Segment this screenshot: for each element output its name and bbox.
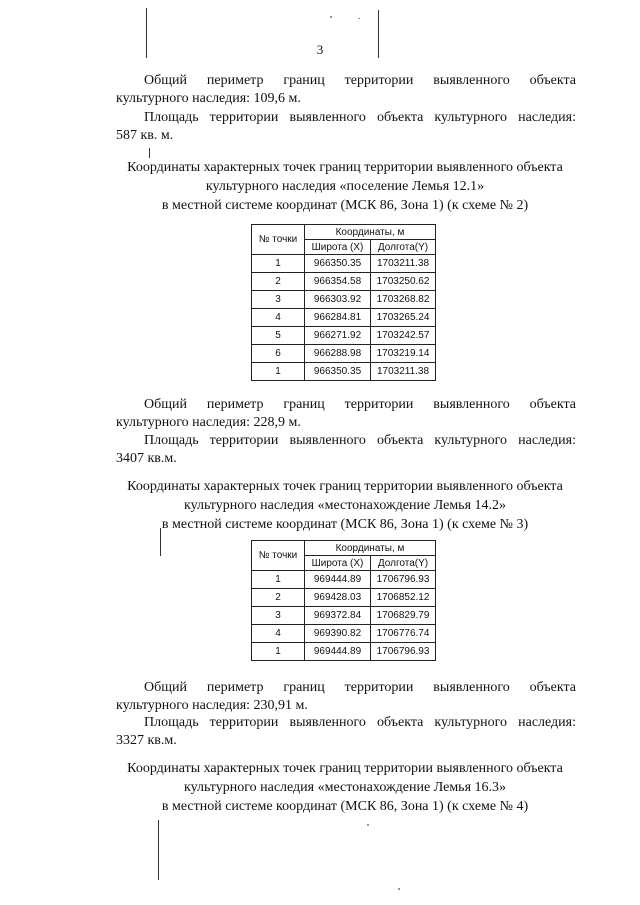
- area-line: 587 кв. м.: [116, 128, 174, 143]
- table-row: [252, 327, 436, 345]
- coord-x: 966284.81: [305, 309, 371, 327]
- point-number: 6: [252, 345, 305, 363]
- coord-x: 966350.35: [305, 363, 371, 381]
- page-number: 3: [316, 42, 324, 57]
- coord-y: 1703211.38: [371, 363, 436, 381]
- scan-speck: [330, 16, 332, 18]
- point-number: 4: [252, 309, 305, 327]
- scan-artifact-line: [378, 10, 379, 58]
- heading-line: Координаты характерных точек границ территории выявленного объекта: [127, 160, 563, 175]
- scan-speck: [358, 18, 360, 19]
- perimeter-paragraph: [116, 72, 576, 108]
- coord-x: 969390.82: [305, 625, 371, 643]
- coord-x: 969372.84: [305, 607, 371, 625]
- point-number: 2: [252, 273, 305, 291]
- heading-line: Координаты характерных точек границ территории выявленного объекта: [127, 761, 563, 776]
- coord-x: 966350.35: [305, 255, 371, 273]
- section-heading: [100, 158, 590, 215]
- section-heading: [100, 477, 590, 534]
- coord-y: 1703268.82: [371, 291, 436, 309]
- coord-y: 1706796.93: [371, 643, 436, 661]
- table-row: [252, 345, 436, 363]
- table-row: [252, 309, 436, 327]
- area-line: Площадь территории выявленного объекта культурного наследия:: [144, 715, 576, 730]
- coord-x: 969444.89: [305, 571, 371, 589]
- scan-artifact-line: [146, 8, 147, 58]
- table-row: [252, 589, 436, 607]
- area-line: Площадь территории выявленного объекта культурного наследия:: [144, 110, 576, 125]
- scan-speck: [367, 824, 369, 826]
- heading-line: культурного наследия «местонахождение Лемья 14.2»: [183, 498, 507, 513]
- point-number: 3: [252, 291, 305, 309]
- point-number: 1: [252, 571, 305, 589]
- point-number: 5: [252, 327, 305, 345]
- coord-y: 1703265.24: [371, 309, 436, 327]
- perimeter-line: Общий периметр границ территории выявленного объекта: [144, 680, 576, 695]
- coord-y: 1703250.62: [371, 273, 436, 291]
- area-line: 3407 кв.м.: [116, 451, 177, 466]
- heading-line: в местной системе координат (МСК 86, Зона 1) (к схеме № 3): [161, 517, 529, 532]
- heading-line: культурного наследия «местонахождение Лемья 16.3»: [183, 780, 507, 795]
- coord-x: 969428.03: [305, 589, 371, 607]
- table-header-x: Широта (X): [305, 240, 371, 255]
- perimeter-line: культурного наследия: 230,91 м.: [116, 698, 308, 713]
- table-header-number: № точки: [252, 225, 305, 255]
- point-number: 1: [252, 363, 305, 381]
- perimeter-line: культурного наследия: 109,6 м.: [116, 91, 301, 106]
- area-paragraph: [116, 432, 576, 468]
- heading-line: Координаты характерных точек границ территории выявленного объекта: [127, 479, 563, 494]
- coord-y: 1706829.79: [371, 607, 436, 625]
- table-header-y: Долгота(Y): [371, 240, 436, 255]
- coordinates-table: [251, 540, 436, 661]
- scan-speck: [398, 888, 400, 890]
- point-number: 4: [252, 625, 305, 643]
- coord-x: 966288.98: [305, 345, 371, 363]
- table-header-coords: Координаты, м: [305, 225, 436, 240]
- heading-line: культурного наследия «поселение Лемья 12.1»: [205, 179, 485, 194]
- point-number: 3: [252, 607, 305, 625]
- coord-x: 966271.92: [305, 327, 371, 345]
- table-header-x: Широта (X): [305, 556, 371, 571]
- perimeter-paragraph: [116, 396, 576, 432]
- area-paragraph: [116, 109, 576, 145]
- table-row: [252, 571, 436, 589]
- section-heading: [100, 759, 590, 816]
- table-row: [252, 643, 436, 661]
- scan-artifact-line: [158, 820, 159, 880]
- point-number: 1: [252, 255, 305, 273]
- area-paragraph: [116, 714, 576, 750]
- table-row: [252, 273, 436, 291]
- heading-line: в местной системе координат (МСК 86, Зона 1) (к схеме № 4): [161, 799, 529, 814]
- coord-y: 1703219.14: [371, 345, 436, 363]
- perimeter-line: культурного наследия: 228,9 м.: [116, 415, 301, 430]
- table-header-number: № точки: [252, 541, 305, 571]
- point-number: 2: [252, 589, 305, 607]
- table-header-coords: Координаты, м: [305, 541, 436, 556]
- coord-x: 966303.92: [305, 291, 371, 309]
- perimeter-paragraph: [116, 679, 576, 715]
- coord-x: 969444.89: [305, 643, 371, 661]
- area-line: 3327 кв.м.: [116, 733, 177, 748]
- table-row: [252, 607, 436, 625]
- table-row: [252, 625, 436, 643]
- coord-y: 1706776.74: [371, 625, 436, 643]
- area-line: Площадь территории выявленного объекта культурного наследия:: [144, 433, 576, 448]
- perimeter-line: Общий периметр границ территории выявленного объекта: [144, 397, 576, 412]
- scan-artifact-line: [149, 148, 150, 158]
- coord-y: 1703211.38: [371, 255, 436, 273]
- table-row: [252, 291, 436, 309]
- heading-line: в местной системе координат (МСК 86, Зона 1) (к схеме № 2): [161, 198, 529, 213]
- coord-y: 1706852.12: [371, 589, 436, 607]
- coord-x: 966354.58: [305, 273, 371, 291]
- coordinates-table: [251, 224, 436, 381]
- table-header-y: Долгота(Y): [371, 556, 436, 571]
- point-number: 1: [252, 643, 305, 661]
- table-row: [252, 363, 436, 381]
- table-row: [252, 255, 436, 273]
- perimeter-line: Общий периметр границ территории выявленного объекта: [144, 73, 576, 88]
- coord-y: 1706796.93: [371, 571, 436, 589]
- coord-y: 1703242.57: [371, 327, 436, 345]
